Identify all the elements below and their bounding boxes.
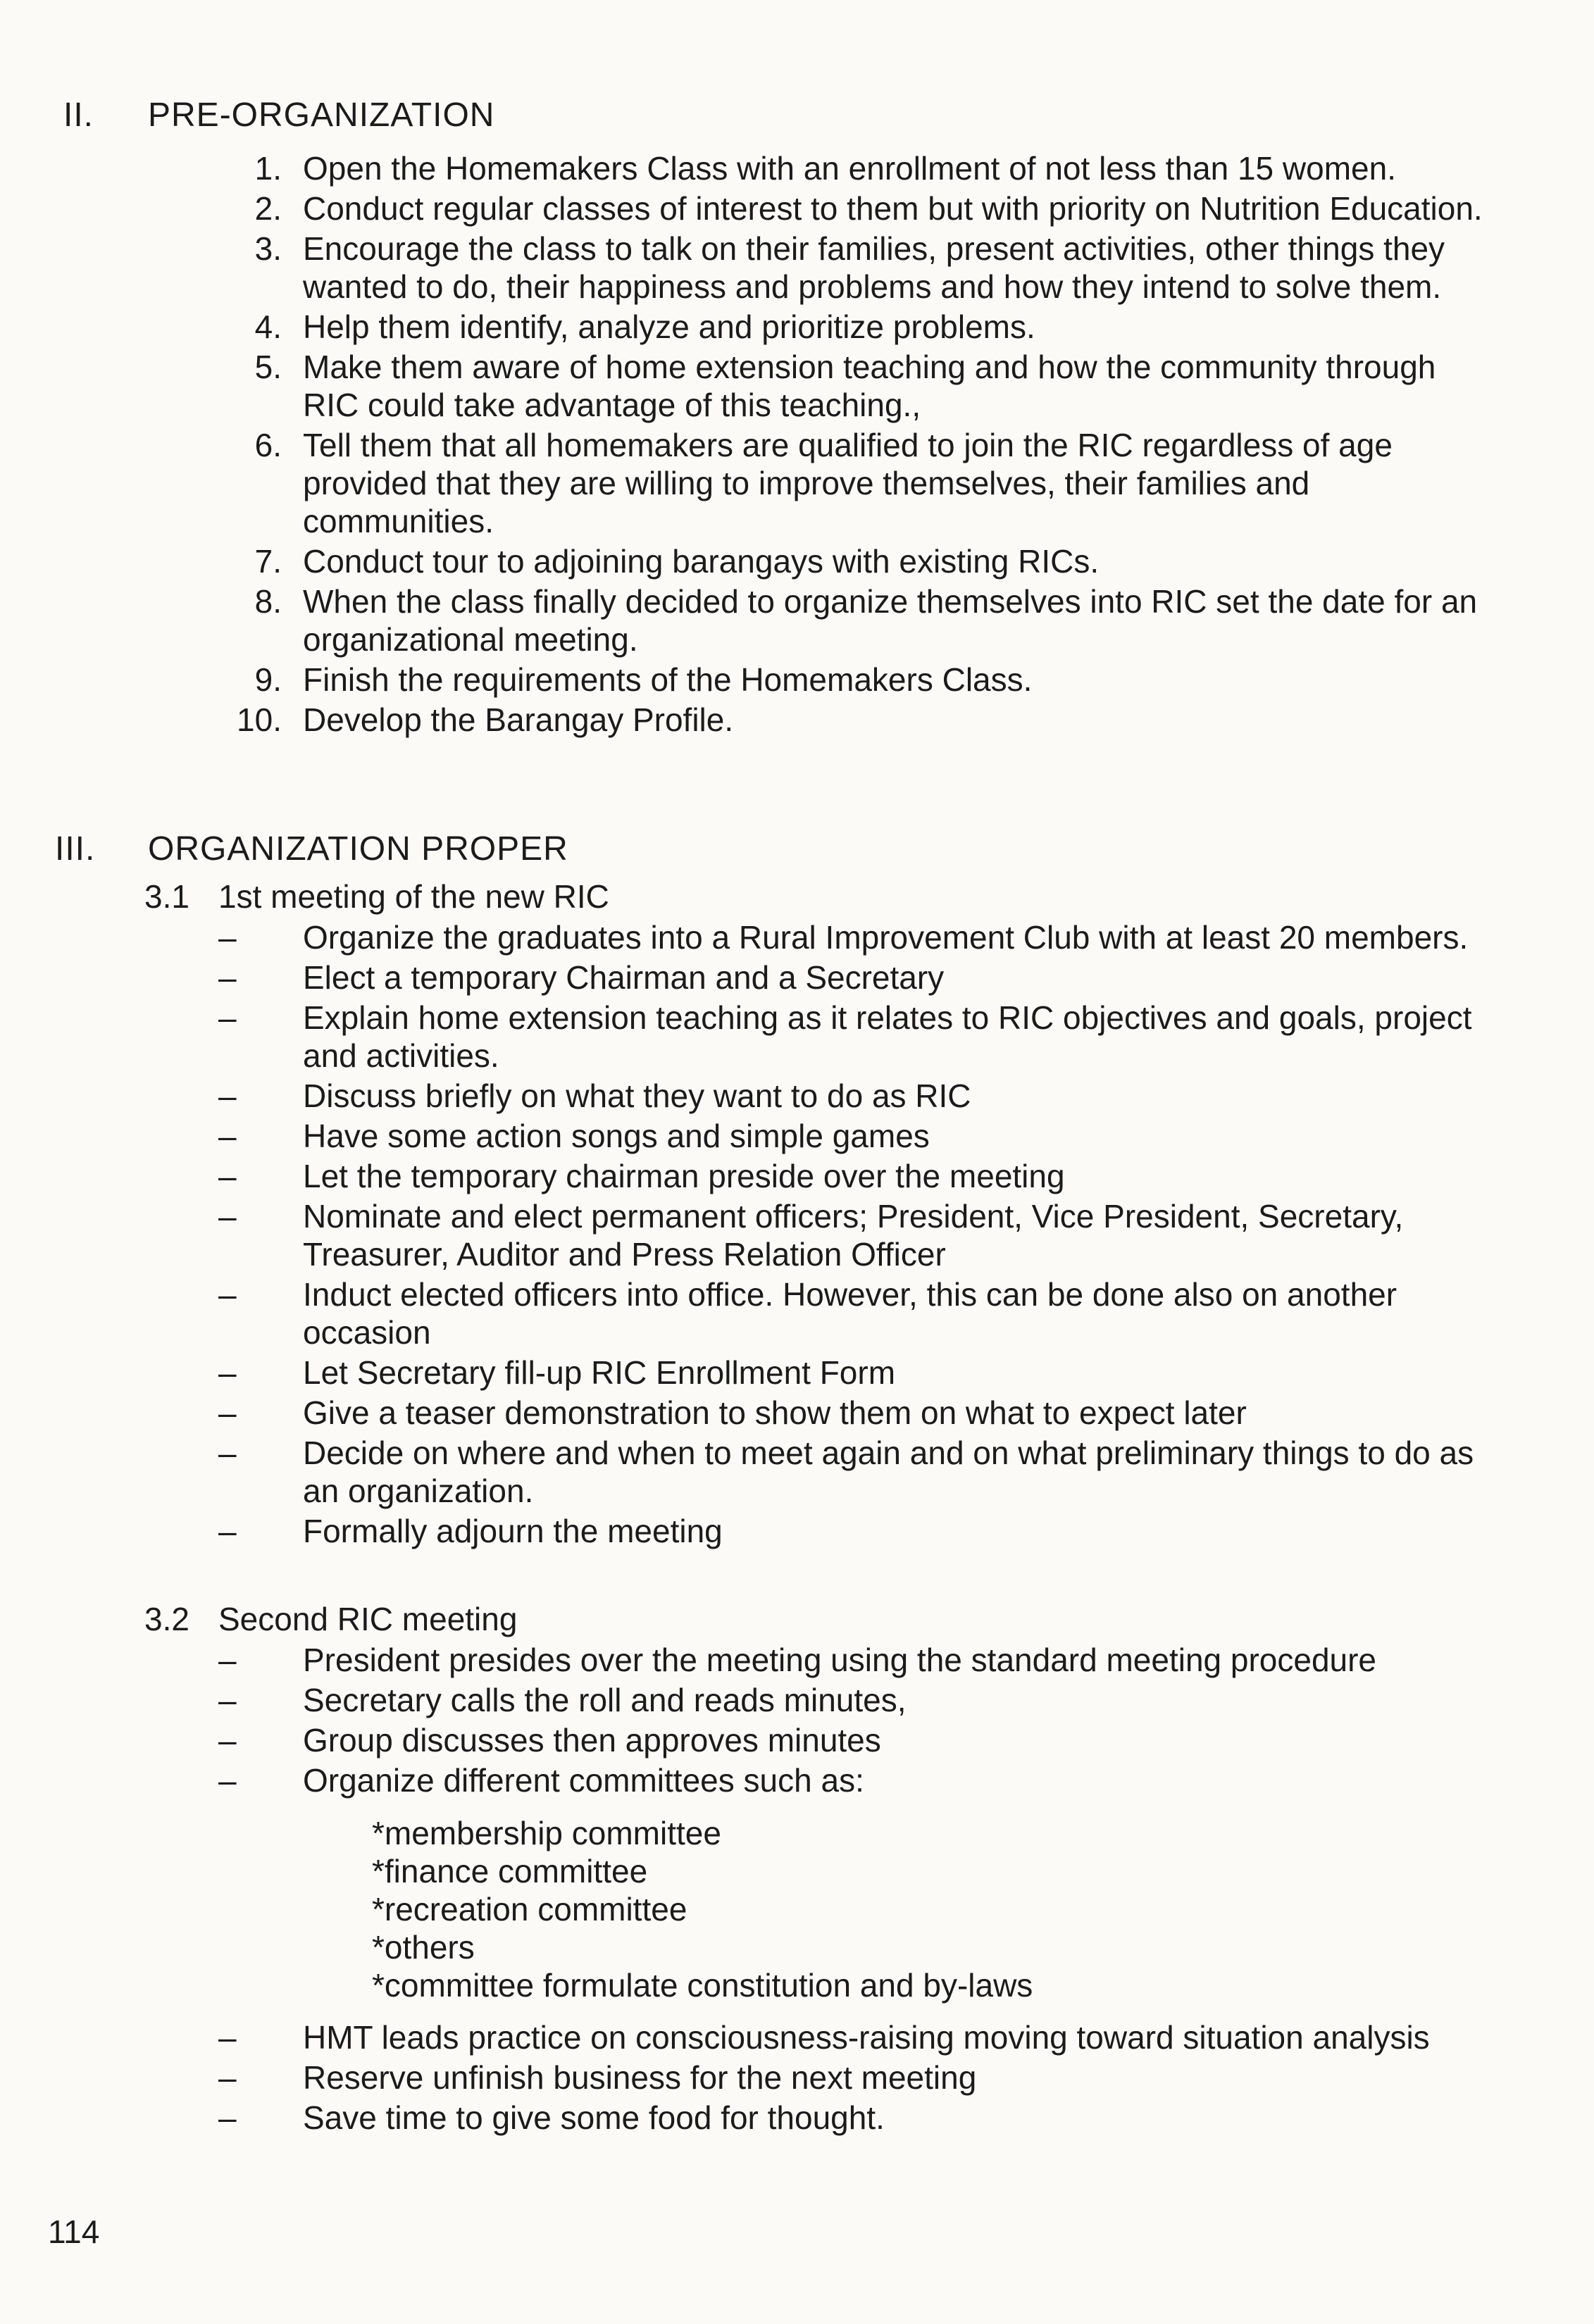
item-text: HMT leads practice on consciousness-raising moving toward situation analysis (303, 2019, 1430, 2056)
list-item: 6. Tell them that all homemakers are qualified to join the RIC regardless of age provided that they are willing to improve themselves, their families and communities. (254, 427, 1393, 539)
committee-item: *others (372, 1929, 475, 1966)
list-item: – Group discusses then approves minutes (218, 1722, 881, 1758)
item-text: Give a teaser demonstration to show them on what to expect later (303, 1394, 1247, 1431)
item-text: Formally adjourn the meeting (303, 1513, 723, 1549)
list-item: – Discuss briefly on what they want to do as RIC (218, 1077, 971, 1114)
item-text: Let Secretary fill-up RIC Enrollment Form (303, 1354, 896, 1391)
item-text: Explain home extension teaching as it relates to RIC objectives and goals, project and activities. (303, 999, 1472, 1074)
list-item: 9. Finish the requirements of the Homemakers Class. (254, 661, 1033, 698)
list-item: 5. Make them aware of home extension teaching and how the community through RIC could take advantage of this teaching., (254, 349, 1436, 423)
list-item: – Let the temporary chairman preside over the meeting (218, 1158, 1065, 1194)
list-item: – HMT leads practice on consciousness-raising moving toward situation analysis (218, 2019, 1430, 2056)
item-text: Open the Homemakers Class with an enrollment of not less than 15 women. (303, 150, 1396, 187)
item-text: Let the temporary chairman preside over the meeting (303, 1158, 1065, 1194)
item-text: Secretary calls the roll and reads minutes, (303, 1682, 907, 1718)
list-item: – Explain home extension teaching as it relates to RIC objectives and goals, project and activities. (218, 999, 1472, 1074)
item-text: Decide on where and when to meet again and on what preliminary things to do as an organization. (303, 1435, 1474, 1509)
list-item: – Give a teaser demonstration to show them on what to expect later (218, 1394, 1247, 1431)
item-text: Elect a temporary Chairman and a Secretary (303, 959, 945, 996)
section-numeral: III. (55, 830, 96, 868)
item-text: Make them aware of home extension teaching and how the community through RIC could take advantage of this teaching., (303, 349, 1436, 423)
list-item: – Decide on where and when to meet again and on what preliminary things to do as an organization. (218, 1435, 1474, 1509)
committee-item: *recreation committee (372, 1891, 687, 1928)
list-item: – Reserve unfinish business for the next meeting (218, 2059, 977, 2096)
item-text: Discuss briefly on what they want to do as RIC (303, 1077, 971, 1114)
list-item: 3. Encourage the class to talk on their families, present activities, other things they wanted to do, their happiness and problems and how they intend to solve them. (254, 230, 1445, 305)
subsection-number: 3.2 (144, 1601, 189, 1637)
list-item: 4. Help them identify, analyze and prioritize problems. (254, 308, 1035, 345)
list-item: – Induct elected officers into office. However, this can be done also on another occasion (218, 1276, 1397, 1351)
item-text: Tell them that all homemakers are qualified to join the RIC regardless of age provided that they are willing to improve themselves, their families and communities. (303, 427, 1393, 539)
second-meeting-list-a (211, 1641, 1493, 1801)
list-item: – Let Secretary fill-up RIC Enrollment Form (218, 1354, 896, 1391)
list-item: – Organize different committees such as: (218, 1762, 864, 1799)
list-item: – President presides over the meeting using the standard meeting procedure (218, 1642, 1377, 1678)
committee-item: *committee formulate constitution and by-laws (372, 1967, 1033, 2004)
section-title: ORGANIZATION PROPER (148, 830, 568, 868)
section-numeral: II. (63, 96, 94, 134)
item-text: Develop the Barangay Profile. (303, 701, 734, 738)
item-text: When the class finally decided to organize themselves into RIC set the date for an organizational meeting. (303, 583, 1478, 658)
second-meeting-list-b (211, 2018, 1493, 2139)
item-text: Conduct tour to adjoining barangays with existing RICs. (303, 543, 1100, 580)
section-heading-pre-organization (63, 96, 627, 135)
list-item: – Have some action songs and simple games (218, 1118, 930, 1154)
item-text: Organize different committees such as: (303, 1762, 864, 1799)
list-item: – Organize the graduates into a Rural Improvement Club with at least 20 members. (218, 919, 1469, 956)
list-item: – Nominate and elect permanent officers; President, Vice President, Secretary, Treasurer, Auditor and Press Relation Officer (218, 1198, 1404, 1273)
item-text: Conduct regular classes of interest to them but with priority on Nutrition Education. (303, 190, 1483, 227)
committee-item: *finance committee (372, 1853, 648, 1889)
list-item: – Secretary calls the roll and reads minutes, (218, 1682, 907, 1718)
list-item: – Elect a temporary Chairman and a Secretary (218, 959, 945, 996)
subsection-heading-first-meeting (144, 877, 609, 916)
item-text: Induct elected officers into office. However, this can be done also on another occasion (303, 1276, 1397, 1351)
item-text: Reserve unfinish business for the next meeting (303, 2059, 977, 2096)
list-item: 10. Develop the Barangay Profile. (237, 701, 734, 738)
section-title: PRE-ORGANIZATION (148, 96, 495, 134)
item-text: Save time to give some food for thought. (303, 2099, 885, 2136)
list-item: – Save time to give some food for thought. (218, 2099, 885, 2136)
item-text: Organize the graduates into a Rural Improvement Club with at least 20 members. (303, 919, 1469, 956)
page-number: 114 (48, 2213, 100, 2250)
committee-list (372, 1814, 1033, 2004)
item-text: Finish the requirements of the Homemakers Class. (303, 661, 1033, 698)
list-item: 8. When the class finally decided to organize themselves into RIC set the date for an organizational meeting. (254, 583, 1478, 658)
section-heading-organization-proper (55, 830, 689, 869)
item-text: President presides over the meeting using the standard meeting procedure (303, 1642, 1377, 1678)
first-meeting-list (211, 918, 1493, 1552)
pre-organization-list (211, 149, 1493, 741)
item-text: Have some action songs and simple games (303, 1118, 930, 1154)
subsection-heading-second-meeting (144, 1600, 517, 1638)
item-text: Help them identify, analyze and prioritize problems. (303, 308, 1035, 345)
list-item: 1. Open the Homemakers Class with an enrollment of not less than 15 women. (254, 150, 1396, 187)
list-item: – Formally adjourn the meeting (218, 1513, 723, 1549)
subsection-title: 1st meeting of the new RIC (218, 878, 609, 915)
list-item: 7. Conduct tour to adjoining barangays with existing RICs. (254, 543, 1100, 580)
item-text: Nominate and elect permanent officers; President, Vice President, Secretary, Treasurer, Auditor and Press Relation Officer (303, 1198, 1404, 1273)
list-item: 2. Conduct regular classes of interest to them but with priority on Nutrition Education. (254, 190, 1483, 227)
subsection-number: 3.1 (144, 878, 189, 915)
item-text: Encourage the class to talk on their families, present activities, other things they wanted to do, their happiness and problems and how they intend to solve them. (303, 230, 1445, 305)
subsection-title: Second RIC meeting (218, 1601, 518, 1637)
item-text: Group discusses then approves minutes (303, 1722, 881, 1758)
committee-item: *membership committee (372, 1815, 721, 1851)
